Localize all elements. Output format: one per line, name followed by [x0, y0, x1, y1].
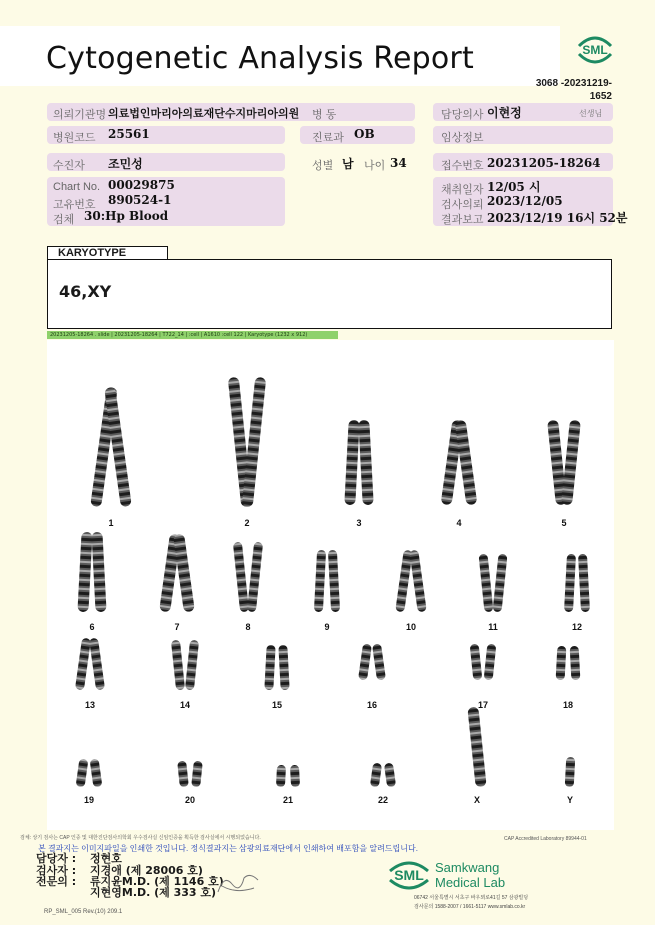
karyotype-box: [47, 259, 612, 329]
age-value: 34: [390, 156, 407, 170]
chromosome-Y: [565, 757, 576, 787]
chromosome-label-4: 4: [456, 518, 462, 528]
chromosome-label-7: 7: [174, 622, 180, 632]
chromosome-14-a: [171, 640, 185, 691]
chromosome-19-b: [90, 759, 103, 788]
specimen-label: 검체: [53, 214, 75, 226]
result-date-value: 2023/12/19 16시 52분: [487, 211, 628, 225]
request-date-label: 검사의뢰: [441, 199, 484, 211]
chromosome-20-b: [191, 761, 203, 788]
doctor-value: 이현정: [487, 106, 522, 120]
report-title: Cytogenetic Analysis Report: [46, 41, 474, 76]
request-date-value: 2023/12/05: [487, 194, 563, 208]
staff-1-role: 담당자 :: [36, 852, 77, 865]
receipt-label: 접수번호: [441, 160, 484, 172]
chromosome-22-b: [384, 762, 396, 787]
collect-date-value: 12/05 시: [487, 180, 541, 194]
staff-4-name: 지현영M.D. (제 333 호): [90, 886, 217, 899]
doctor-label: 담당의사: [441, 109, 484, 121]
clinical-info-label: 임상정보: [441, 132, 484, 144]
chromosome-label-18: 18: [562, 700, 573, 710]
chromosome-label-6: 6: [89, 622, 95, 632]
chromosome-12-a: [564, 554, 576, 612]
lab-contact: 검사문의 1588-2007 / 1661-5117 www.smlab.co.kr: [414, 904, 526, 910]
unique-no-value: 890524-1: [108, 193, 172, 207]
chromosome-12-b: [578, 554, 590, 612]
chromosome-label-Y: Y: [566, 795, 573, 805]
lab-name: [435, 860, 505, 890]
ward-label: 병 동: [312, 109, 337, 121]
sml-logo-icon: [575, 32, 615, 66]
chromosome-4-b: [455, 420, 478, 506]
chromosome-16-a: [358, 644, 372, 681]
staff-2-role: 검사자 :: [36, 864, 77, 877]
chromosome-13-a: [75, 638, 91, 691]
samkwang-logo-icon: [386, 857, 432, 893]
sex-value: 남: [342, 157, 354, 171]
chromosome-17-b: [484, 644, 497, 681]
chromosome-label-3: 3: [356, 518, 362, 528]
chromosome-21-a: [276, 765, 286, 787]
staff-3-name: 류지윤M.D. (제 1146 호): [90, 875, 224, 888]
chromosome-15-b: [278, 645, 289, 690]
chromosome-16-b: [372, 644, 386, 681]
patient-label: 수진자: [53, 160, 85, 172]
chromosome-10-b: [409, 550, 427, 613]
notice-text: 본 결과지는 이미지파일을 인쇄한 것입니다. 정식결과지는 삼광의료재단에서 인쇄하여 배포함을 알려드립니다.: [38, 844, 418, 853]
chromosome-label-11: 11: [488, 622, 498, 632]
age-label: 나이: [364, 160, 386, 172]
chromosome-7-b: [173, 534, 195, 613]
fine-print: 검체: 상기 검사는 CAP 인증 및 대한진단검사의학회 우수검사실 신임인증을 획득한 검사실에서 시행되었습니다.: [20, 835, 261, 841]
sex-label: 성별: [312, 160, 334, 172]
lab-name-line2: Medical Lab: [435, 875, 506, 890]
hospital-code-value: 25561: [108, 127, 150, 141]
report-number-line1: 3068 -20231219-1652: [535, 78, 612, 102]
lab-name-line1: Samkwang: [435, 860, 500, 875]
chromosome-label-X: X: [473, 795, 480, 805]
department-label: 진료과: [312, 132, 344, 144]
chromosome-label-9: 9: [324, 622, 330, 632]
chromosome-label-14: 14: [179, 700, 190, 710]
chromosome-8-b: [247, 542, 263, 613]
staff-3-role: 전문의 :: [36, 875, 77, 888]
sml-logo-text: SML: [582, 43, 608, 57]
chromosome-label-2: 2: [244, 518, 250, 528]
chromosome-9-b: [328, 550, 340, 612]
chromosome-label-15: 15: [271, 700, 282, 710]
staff-2-name: 지경애 (제 28006 호): [90, 864, 203, 877]
karyotype-label: KARYOTYPE: [47, 246, 168, 259]
chromosome-19-a: [76, 759, 89, 788]
signature-icon: [214, 866, 264, 898]
chromosome-8-a: [233, 542, 249, 613]
chromosome-6-b: [91, 532, 106, 612]
slide-info-bar: 20231205-18264 . slide | 20231205-18264 | T722_14 | :cell | A1610 :cell 122 | Karyotype (1232 x 912): [47, 331, 338, 339]
chromosome-15-a: [264, 645, 275, 690]
chromosome-label-22: 22: [377, 795, 388, 805]
chromosome-17-a: [470, 644, 483, 681]
lab-address: 06742 서울특별시 서초구 바우뫼로41길 57 삼광빌딩: [414, 895, 529, 901]
chromosome-label-13: 13: [84, 700, 95, 710]
karyogram-svg: [47, 340, 614, 830]
chromosome-label-5: 5: [561, 518, 567, 528]
chromosome-11-a: [478, 554, 493, 613]
chromosome-label-16: 16: [366, 700, 377, 710]
chromosome-X: [467, 707, 486, 788]
hospital-code-label: 병원코드: [53, 132, 96, 144]
chromosome-21-b: [290, 765, 300, 787]
department-value: OB: [354, 127, 375, 141]
institution-value: 의료법인마리아의료재단수지마리아의원: [108, 107, 300, 120]
chromosome-14-b: [185, 640, 199, 691]
karyotype-value: 46,XY: [59, 282, 112, 301]
specimen-value: 30:Hp Blood: [84, 209, 169, 223]
chromosome-3-a: [344, 420, 359, 505]
karyogram-image: [47, 340, 614, 830]
collect-date-label: 채취일자: [441, 184, 484, 196]
unique-no-label: 고유번호: [53, 199, 96, 211]
chromosome-9-a: [314, 550, 326, 612]
chromosome-label-20: 20: [184, 795, 195, 805]
result-date-label: 결과보고: [441, 214, 484, 226]
chromosome-label-17: 17: [477, 700, 488, 710]
receipt-value: 20231205-18264: [487, 156, 601, 170]
chromosome-3-b: [358, 420, 373, 505]
chart-no-value: 00029875: [108, 178, 175, 192]
chromosome-20-a: [177, 761, 189, 788]
doctor-suffix: 선생님: [579, 109, 603, 118]
chromosome-10-a: [395, 550, 413, 613]
chromosome-18-b: [570, 646, 581, 680]
chromosome-label-10: 10: [405, 622, 416, 632]
chromosome-label-21: 21: [282, 795, 293, 805]
chromosome-label-8: 8: [245, 622, 251, 632]
patient-value: 조민성: [108, 157, 143, 171]
staff-1-name: 정현호: [90, 852, 122, 865]
form-number: RP_SML_005 Rev.(10) 209.1: [44, 909, 123, 915]
chart-no-label: Chart No.: [53, 181, 101, 193]
chromosome-label-12: 12: [571, 622, 582, 632]
institution-label: 의뢰기관명: [53, 109, 107, 121]
cap-text: CAP Accredited Laboratory 89944-01: [504, 836, 587, 842]
samkwang-logo-text: SML: [394, 867, 424, 883]
chromosome-22-a: [370, 762, 382, 787]
chromosome-5-b: [561, 420, 581, 506]
chromosome-6-a: [77, 532, 92, 612]
chromosome-13-b: [89, 638, 105, 691]
chromosome-18-a: [556, 646, 567, 680]
chromosome-11-b: [492, 554, 507, 613]
chromosome-label-19: 19: [83, 795, 94, 805]
chromosome-label-1: 1: [108, 518, 114, 528]
